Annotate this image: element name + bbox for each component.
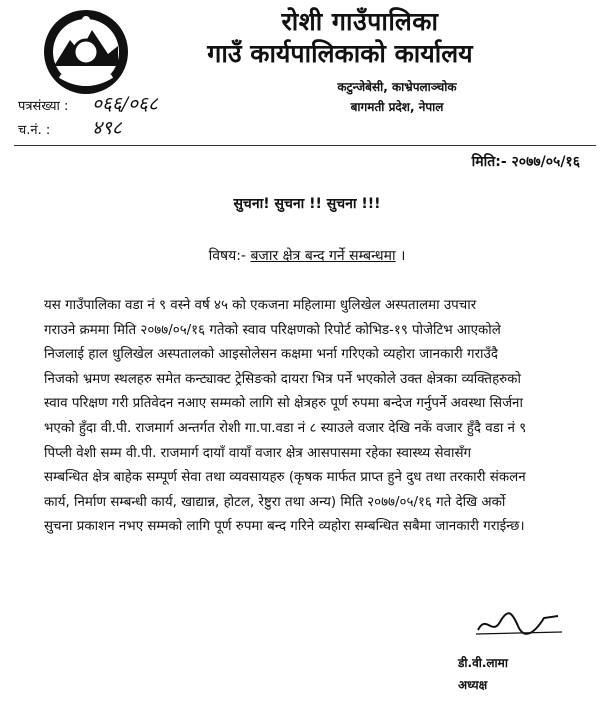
office-title-line1: रोशी गाउँपालिका: [281, 7, 439, 36]
body-line: स्वाव परिक्षण गरी प्रतिवेदन नआए सम्मको लागि सो क्षेत्रहरु पूर्ण रुपमा बन्देज गर्नुपर्ने अवस्था सिर्जना: [44, 396, 523, 412]
letter-date: मिति:- २०७७/०५/१६: [471, 154, 580, 170]
signatory-name: डी.वी.लामा: [458, 656, 508, 670]
body-line: सुचना प्रकाशन नभए सम्मको लागि पूर्ण रुपमा बन्द गरिने व्यहोरा सम्बन्धित सबैमा जानकारी गराईन्छ।: [44, 519, 525, 535]
subject-end: ।: [395, 248, 406, 264]
notice-body: [44, 294, 588, 540]
municipality-emblem-icon: [40, 6, 132, 98]
subject-line: [0, 246, 614, 265]
body-line: यस गाउँपालिका वडा नं ९ वस्ने वर्ष ४५ को एकजना महिलामा धुलिखेल अस्पतालमा उपचार: [44, 298, 477, 313]
address-line1: कटुन्जेबेसी, काभ्रेपलाञ्चोक: [337, 80, 457, 94]
body-line: निजको भ्रमण स्थलहरु समेत कन्ट्याक्ट ट्रेसिङको दायरा भित्र पर्ने भएकोले उक्त क्षेत्रका व्यक्तिहरुको: [44, 371, 521, 387]
header-divider: [14, 145, 596, 146]
body-line: पिप्ली वेशी सम्म वी.पी. राजमार्ग दायाँ वायाँ वजार क्षेत्र आसपासमा रहेका स्वास्थ्य सेवासँग: [44, 445, 472, 461]
body-line: निजलाई हाल धुलिखेल अस्पतालको आइसोलेसन कक्षमा भर्ना गरिएको व्यहोरा जानकारी गराउँदै: [44, 347, 498, 363]
body-line: कार्य, निर्माण सम्बन्धी कार्य, खाद्यान्न, होटल, रेष्टुरा तथा अन्य) मिति २०७७/०५/१६ गते देखि अर्को: [44, 494, 506, 510]
office-title-line2: गाउँ कार्यपालिकाको कार्यालय: [207, 39, 473, 68]
dispatch-number-value: ४९८: [92, 117, 122, 139]
body-line: भएको हुँदा वी.पी. राजमार्ग अन्तर्गत रोशी गा.पा.वडा नं ८ स्याउले वजार देखि नकें वजार हुँदै वडा नं ९: [44, 420, 527, 436]
body-line: सम्बन्धित क्षेत्र बाहेक सम्पूर्ण सेवा तथा व्यवसायहरु (कृषक मार्फत प्राप्त हुने दुध तथा तरकारी संकलन: [44, 470, 526, 486]
address-line2: बागमती प्रदेश, नेपाल: [350, 100, 444, 114]
signatory-role: अध्यक्ष: [458, 678, 488, 692]
notice-heading: सुचना! सुचना !! सुचना !!!: [233, 196, 381, 212]
ref-number-label: पत्रसंख्या :: [18, 99, 69, 114]
subject-label: विषय:-: [208, 248, 251, 264]
ref-number-value: ०६६/०६८: [92, 93, 158, 115]
body-line: गराउने क्रममा मिति २०७७/०५/१६ गतेको स्वाव परिक्षणको रिपोर्ट कोभिड-१९ पोजेटिभ आएकोले: [44, 322, 501, 338]
dispatch-number-label: च.नं. :: [18, 123, 51, 138]
handwritten-signature-icon: [474, 608, 564, 638]
subject-text: बजार क्षेत्र बन्द गर्ने सम्बन्धमा: [250, 248, 396, 264]
dispatch-number-row: [18, 114, 122, 140]
ref-number-row: [18, 90, 158, 116]
